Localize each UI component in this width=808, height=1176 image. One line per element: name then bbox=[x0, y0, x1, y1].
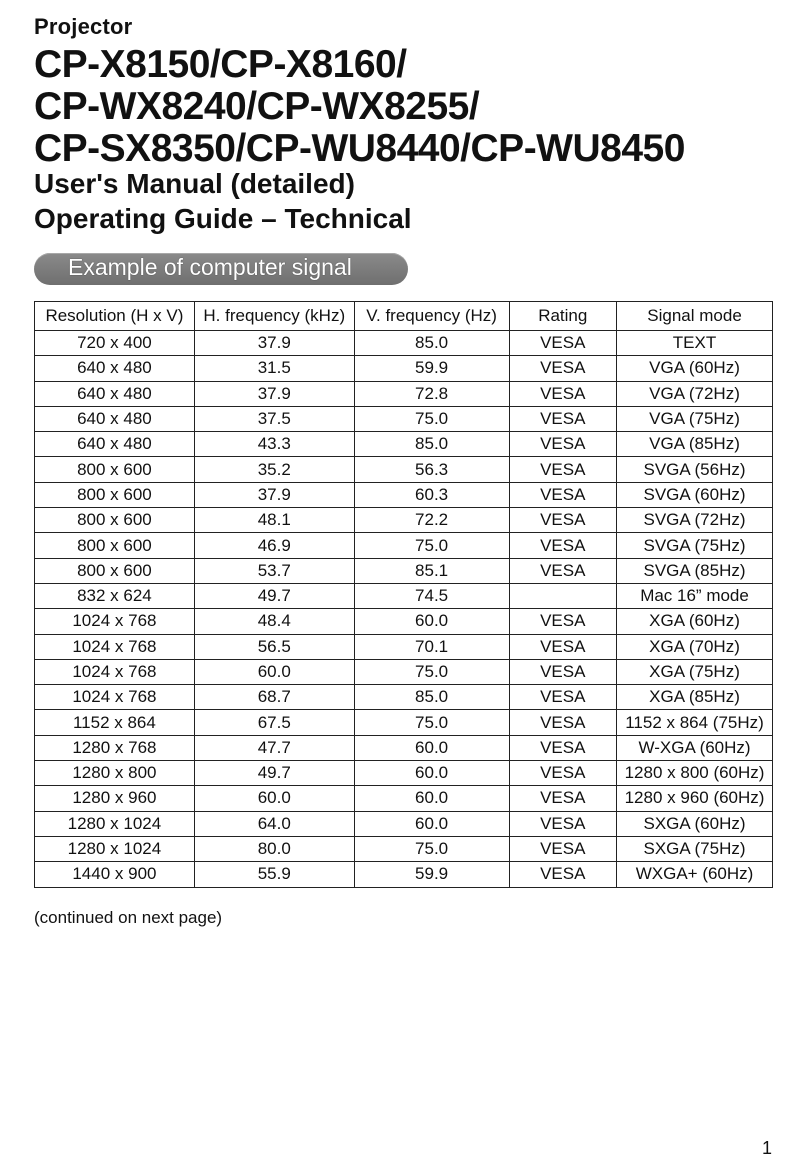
cell-h-frequency: 37.9 bbox=[194, 331, 354, 356]
cell-v-frequency: 70.1 bbox=[354, 634, 509, 659]
table-header-row bbox=[35, 302, 773, 331]
table-row bbox=[35, 659, 773, 684]
table-row bbox=[35, 811, 773, 836]
cell-signal-mode: SVGA (60Hz) bbox=[617, 482, 773, 507]
table-row bbox=[35, 457, 773, 482]
cell-h-frequency: 55.9 bbox=[194, 862, 354, 887]
cell-resolution: 640 x 480 bbox=[35, 432, 195, 457]
cell-v-frequency: 85.0 bbox=[354, 432, 509, 457]
cell-h-frequency: 37.9 bbox=[194, 482, 354, 507]
cell-h-frequency: 67.5 bbox=[194, 710, 354, 735]
cell-resolution: 1024 x 768 bbox=[35, 634, 195, 659]
table-row bbox=[35, 862, 773, 887]
cell-h-frequency: 48.4 bbox=[194, 609, 354, 634]
cell-v-frequency: 85.1 bbox=[354, 558, 509, 583]
cell-resolution: 1280 x 1024 bbox=[35, 836, 195, 861]
table-row bbox=[35, 583, 773, 608]
cell-signal-mode: XGA (70Hz) bbox=[617, 634, 773, 659]
cell-resolution: 1024 x 768 bbox=[35, 609, 195, 634]
table-row bbox=[35, 508, 773, 533]
cell-rating: VESA bbox=[509, 558, 617, 583]
cell-signal-mode: SVGA (85Hz) bbox=[617, 558, 773, 583]
cell-signal-mode: XGA (60Hz) bbox=[617, 609, 773, 634]
cell-signal-mode: 1280 x 800 (60Hz) bbox=[617, 761, 773, 786]
cell-h-frequency: 46.9 bbox=[194, 533, 354, 558]
table-row bbox=[35, 761, 773, 786]
cell-h-frequency: 60.0 bbox=[194, 659, 354, 684]
model-list bbox=[34, 44, 685, 170]
cell-v-frequency: 59.9 bbox=[354, 356, 509, 381]
cell-resolution: 800 x 600 bbox=[35, 558, 195, 583]
table-body bbox=[35, 331, 773, 888]
cell-signal-mode: XGA (75Hz) bbox=[617, 659, 773, 684]
cell-v-frequency: 60.0 bbox=[354, 735, 509, 760]
cell-signal-mode: 1280 x 960 (60Hz) bbox=[617, 786, 773, 811]
cell-h-frequency: 48.1 bbox=[194, 508, 354, 533]
cell-h-frequency: 37.9 bbox=[194, 381, 354, 406]
table-row bbox=[35, 836, 773, 861]
cell-v-frequency: 75.0 bbox=[354, 836, 509, 861]
cell-v-frequency: 74.5 bbox=[354, 583, 509, 608]
cell-signal-mode: W-XGA (60Hz) bbox=[617, 735, 773, 760]
cell-v-frequency: 60.0 bbox=[354, 786, 509, 811]
cell-v-frequency: 60.3 bbox=[354, 482, 509, 507]
table-row bbox=[35, 786, 773, 811]
cell-rating: VESA bbox=[509, 811, 617, 836]
cell-v-frequency: 75.0 bbox=[354, 533, 509, 558]
cell-rating: VESA bbox=[509, 862, 617, 887]
cell-rating: VESA bbox=[509, 406, 617, 431]
table-row bbox=[35, 533, 773, 558]
cell-signal-mode: SXGA (75Hz) bbox=[617, 836, 773, 861]
manual-title: User's Manual (detailed) bbox=[34, 168, 355, 199]
table-row bbox=[35, 685, 773, 710]
cell-resolution: 640 x 480 bbox=[35, 381, 195, 406]
cell-h-frequency: 64.0 bbox=[194, 811, 354, 836]
cell-v-frequency: 60.0 bbox=[354, 811, 509, 836]
cell-signal-mode: Mac 16” mode bbox=[617, 583, 773, 608]
cell-h-frequency: 37.5 bbox=[194, 406, 354, 431]
cell-signal-mode: SVGA (72Hz) bbox=[617, 508, 773, 533]
cell-signal-mode: VGA (60Hz) bbox=[617, 356, 773, 381]
cell-v-frequency: 60.0 bbox=[354, 761, 509, 786]
page-number: 1 bbox=[761, 1138, 772, 1158]
column-header-v-frequency: V. frequency (Hz) bbox=[354, 302, 509, 331]
cell-signal-mode: VGA (75Hz) bbox=[617, 406, 773, 431]
cell-v-frequency: 75.0 bbox=[354, 710, 509, 735]
cell-resolution: 1024 x 768 bbox=[35, 659, 195, 684]
cell-v-frequency: 72.8 bbox=[354, 381, 509, 406]
table-row bbox=[35, 406, 773, 431]
cell-resolution: 1280 x 768 bbox=[35, 735, 195, 760]
cell-rating: VESA bbox=[509, 356, 617, 381]
table-row bbox=[35, 331, 773, 356]
cell-resolution: 800 x 600 bbox=[35, 482, 195, 507]
cell-resolution: 832 x 624 bbox=[35, 583, 195, 608]
signal-table bbox=[34, 301, 773, 888]
model-line-3: CP-SX8350/CP-WU8440/CP-WU8450 bbox=[34, 127, 685, 170]
cell-resolution: 640 x 480 bbox=[35, 356, 195, 381]
cell-h-frequency: 49.7 bbox=[194, 583, 354, 608]
cell-rating: VESA bbox=[509, 432, 617, 457]
cell-h-frequency: 35.2 bbox=[194, 457, 354, 482]
cell-rating: VESA bbox=[509, 381, 617, 406]
table-row bbox=[35, 356, 773, 381]
table-row bbox=[35, 432, 773, 457]
cell-v-frequency: 72.2 bbox=[354, 508, 509, 533]
column-header-h-frequency: H. frequency (kHz) bbox=[194, 302, 354, 331]
cell-signal-mode: VGA (72Hz) bbox=[617, 381, 773, 406]
cell-rating: VESA bbox=[509, 508, 617, 533]
cell-resolution: 1024 x 768 bbox=[35, 685, 195, 710]
cell-h-frequency: 31.5 bbox=[194, 356, 354, 381]
cell-h-frequency: 60.0 bbox=[194, 786, 354, 811]
section-heading-label: Example of computer signal bbox=[68, 254, 352, 280]
cell-rating: VESA bbox=[509, 786, 617, 811]
cell-resolution: 800 x 600 bbox=[35, 533, 195, 558]
cell-rating bbox=[509, 583, 617, 608]
column-header-rating: Rating bbox=[509, 302, 617, 331]
cell-resolution: 720 x 400 bbox=[35, 331, 195, 356]
table-row bbox=[35, 482, 773, 507]
cell-resolution: 1440 x 900 bbox=[35, 862, 195, 887]
table-row bbox=[35, 634, 773, 659]
cell-rating: VESA bbox=[509, 761, 617, 786]
cell-v-frequency: 85.0 bbox=[354, 685, 509, 710]
cell-rating: VESA bbox=[509, 533, 617, 558]
cell-resolution: 1280 x 800 bbox=[35, 761, 195, 786]
cell-rating: VESA bbox=[509, 836, 617, 861]
cell-resolution: 800 x 600 bbox=[35, 508, 195, 533]
document-category: Projector bbox=[34, 14, 133, 39]
column-header-signal-mode: Signal mode bbox=[617, 302, 773, 331]
cell-rating: VESA bbox=[509, 482, 617, 507]
cell-rating: VESA bbox=[509, 735, 617, 760]
cell-h-frequency: 43.3 bbox=[194, 432, 354, 457]
table-row bbox=[35, 609, 773, 634]
guide-title: Operating Guide – Technical bbox=[34, 203, 412, 234]
cell-resolution: 1152 x 864 bbox=[35, 710, 195, 735]
cell-v-frequency: 85.0 bbox=[354, 331, 509, 356]
table-row bbox=[35, 381, 773, 406]
cell-signal-mode: WXGA+ (60Hz) bbox=[617, 862, 773, 887]
cell-resolution: 800 x 600 bbox=[35, 457, 195, 482]
cell-h-frequency: 56.5 bbox=[194, 634, 354, 659]
cell-h-frequency: 49.7 bbox=[194, 761, 354, 786]
cell-v-frequency: 59.9 bbox=[354, 862, 509, 887]
cell-h-frequency: 53.7 bbox=[194, 558, 354, 583]
cell-v-frequency: 75.0 bbox=[354, 659, 509, 684]
cell-signal-mode: SXGA (60Hz) bbox=[617, 811, 773, 836]
cell-signal-mode: VGA (85Hz) bbox=[617, 432, 773, 457]
cell-signal-mode: 1152 x 864 (75Hz) bbox=[617, 710, 773, 735]
cell-rating: VESA bbox=[509, 331, 617, 356]
column-header-resolution: Resolution (H x V) bbox=[35, 302, 195, 331]
table-row bbox=[35, 710, 773, 735]
cell-signal-mode: SVGA (75Hz) bbox=[617, 533, 773, 558]
cell-rating: VESA bbox=[509, 710, 617, 735]
cell-resolution: 1280 x 1024 bbox=[35, 811, 195, 836]
cell-h-frequency: 80.0 bbox=[194, 836, 354, 861]
cell-signal-mode: SVGA (56Hz) bbox=[617, 457, 773, 482]
cell-h-frequency: 47.7 bbox=[194, 735, 354, 760]
table-row bbox=[35, 558, 773, 583]
cell-v-frequency: 60.0 bbox=[354, 609, 509, 634]
cell-rating: VESA bbox=[509, 659, 617, 684]
cell-v-frequency: 56.3 bbox=[354, 457, 509, 482]
cell-h-frequency: 68.7 bbox=[194, 685, 354, 710]
cell-rating: VESA bbox=[509, 457, 617, 482]
table-row bbox=[35, 735, 773, 760]
cell-resolution: 1280 x 960 bbox=[35, 786, 195, 811]
cell-resolution: 640 x 480 bbox=[35, 406, 195, 431]
cell-signal-mode: TEXT bbox=[617, 331, 773, 356]
model-line-2: CP-WX8240/CP-WX8255/ bbox=[34, 85, 480, 128]
cell-rating: VESA bbox=[509, 685, 617, 710]
model-line-1: CP-X8150/CP-X8160/ bbox=[34, 43, 407, 86]
continued-note: (continued on next page) bbox=[34, 908, 223, 927]
cell-signal-mode: XGA (85Hz) bbox=[617, 685, 773, 710]
cell-rating: VESA bbox=[509, 609, 617, 634]
cell-rating: VESA bbox=[509, 634, 617, 659]
section-heading bbox=[34, 253, 408, 285]
cell-v-frequency: 75.0 bbox=[354, 406, 509, 431]
